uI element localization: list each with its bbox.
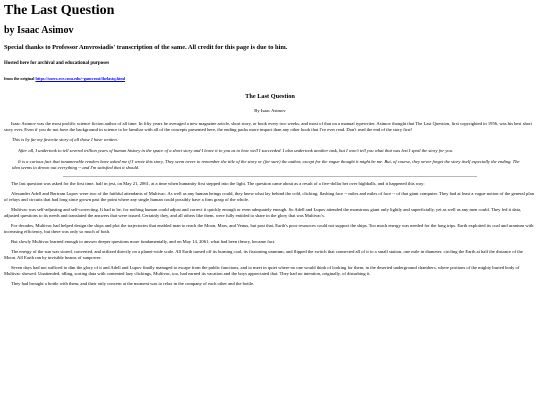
original-source-link[interactable]: https://users.ece.cmu.edu/~gamvrosi/thelastq.html — [35, 76, 126, 81]
intro-paragraph: Isaac Asimov was the most prolific science fiction author of all time. In fifty years he averaged a new magazine article, short story, or book every two weeks, and most of that on a manual typewriter. Asimov thought that The Last Question, first copyrighted in 1956, was his best short story ever. Even if you do not have the background in science to be familiar with all of the concepts presented here, the ending packs more impact than any other book that I've ever read. Don't read the end of the story first! — [4, 121, 532, 132]
story-paragraph: Multivac was self-adjusting and self-correcting. It had to be, for nothing human could adjust and correct it quickly enough or even adequately enough. So Adell and Lupov attended the monstrous giant only lightly and superficially, yet as well as any men could. They fed it data, adjusted questions to its needs and translated the answers that were issued. Certainly they, and all others like them, were fully entitled to share in the glory that was Multivac's. — [4, 207, 522, 218]
author-note: After all, I undertook to tell several trillion years of human history in the space of a short story and I leave it to you as to how well I succeeded. I also undertook another task, but I won't tell you what that was lest I spoil the story for you. — [18, 148, 454, 153]
author-note: This is by far my favorite story of all those I have written. — [12, 137, 118, 142]
page-title: The Last Question — [4, 3, 115, 18]
story-author: By Isaac Asimov — [254, 108, 286, 113]
story-paragraph: The energy of the sun was stored, converted, and utilized directly on a planet-wide scale. All Earth turned off its burning coal, its fissioning uranium, and flipped the switch that connected all of it to a small station, one mile in diameter, circling the Earth at half the distance of the Moon. All Earth ran by invisible beams of sunpower. — [4, 249, 523, 260]
story-paragraph: For decades, Multivac had helped design the ships and plot the trajectories that enabled man to reach the Moon, Mars, and Venus, but past that, Earth's poor resources could not support the ships. Too much energy was needed for the long trips. Earth exploited its coal and uranium with increasing efficiency, but there was only so much of both. — [4, 223, 534, 234]
original-source — [4, 76, 536, 81]
author-notes — [12, 137, 528, 171]
original-prefix: from the original — [4, 76, 36, 81]
hosted-note: Hosted here for archival and educational purposes — [4, 61, 110, 66]
story-paragraph: Seven days had not sufficed to dim the glory of it and Adell and Lupov finally managed to escape from the public functions, and to meet in quiet where no one would think of looking for them, in the deserted underground chambers, where portions of the mighty buried body of Multivac showed. Unattended, idling, sorting data with contented lazy clickings, Multivac, too, had earned its vacation and the boys appreciated that. They had no intention, originally, of disturbing it. — [4, 265, 520, 276]
story-title: The Last Question — [245, 93, 295, 100]
thanks-note: Special thanks to Professor Amvrosiadis' transcription of the same. All credit for this page is due to him. — [4, 44, 288, 51]
page-byline: by Isaac Asimov — [4, 25, 74, 36]
story-paragraph: The last question was asked for the first time, half in jest, on May 21, 2061, at a time when humanity first stepped into the light. The question came about as a result of a five-dollar bet over highballs, and it happened this way: — [11, 181, 425, 186]
author-note: It is a curious fact that innumerable readers have asked me if I wrote this story. They seem never to remember the title of the story or (for sure) the author, except for the vague thought it might be me. But, of course, they never forget the story itself especially the ending. The idea seems to drown out everything -- and I'm satisfied that it should. — [12, 159, 520, 170]
section-divider — [63, 176, 478, 177]
story-paragraph: Alexander Adell and Bertram Lupov were two of the faithful attendants of Multivac. As well as any human beings could, they knew what lay behind the cold, clicking, flashing face -- miles and miles of face -- of that giant computer. They had at least a vague notion of the general plan of relays and circuits that had long since grown past the point where any single human could possibly have a firm grasp of the whole. — [4, 191, 534, 202]
story-paragraph: But slowly Multivac learned enough to answer deeper questions more fundamentally, and on May 14, 2061, what had been theory, became fact. — [11, 239, 276, 244]
story-paragraph: They had brought a bottle with them, and their only concern at the moment was to relax in the company of each other and the bottle. — [11, 281, 255, 286]
